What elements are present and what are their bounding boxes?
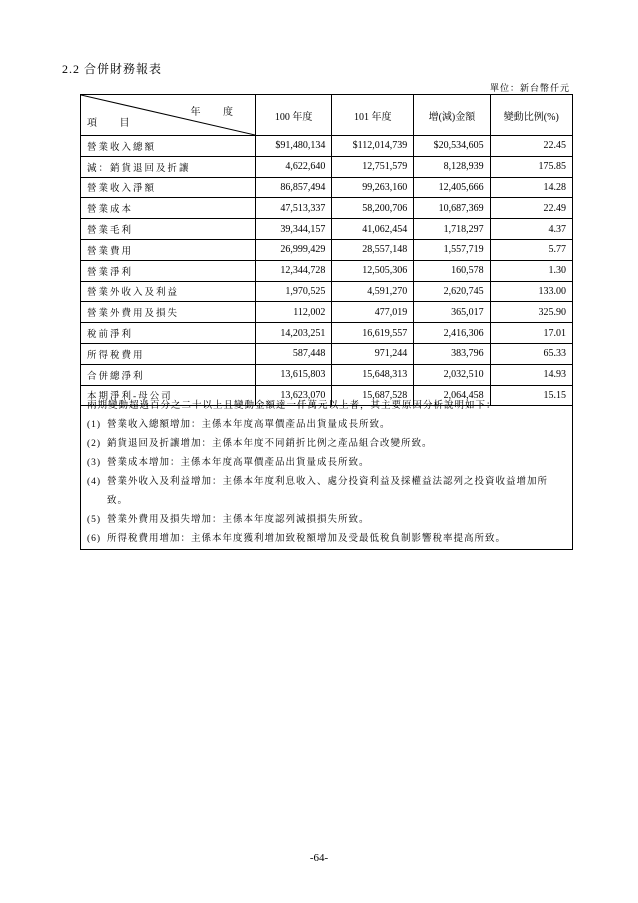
cell-ratio: 15.15 xyxy=(490,385,572,406)
header-change-amount: 增(減)金額 xyxy=(414,95,490,136)
row-label: 營業費用 xyxy=(81,239,256,260)
note-text: 營業外費用及損失增加：主係本年度認列減損損失所致。 xyxy=(107,515,370,525)
cell-change: 2,620,745 xyxy=(414,281,490,302)
cell-ratio: 175.85 xyxy=(490,156,572,177)
row-label: 營業外收入及利益 xyxy=(81,281,256,302)
table-row xyxy=(81,239,573,260)
row-label: 營業外費用及損失 xyxy=(81,302,256,323)
note-text: 營業成本增加：主係本年度高單價產品出貨量成長所致。 xyxy=(107,458,370,468)
cell-100: 112,002 xyxy=(256,302,332,323)
table-row xyxy=(81,198,573,219)
row-label: 合併總淨利 xyxy=(81,364,256,385)
cell-ratio: 1.30 xyxy=(490,260,572,281)
cell-change: 10,687,369 xyxy=(414,198,490,219)
notes-intro: 兩期變動超過百分之二十以上且變動金額達一仟萬元以上者，其主要原因分析說明如下： xyxy=(87,401,497,411)
cell-change: $20,534,605 xyxy=(414,136,490,157)
note-text: 銷貨退回及折讓增加：主係本年度不同銷折比例之產品組合改變所致。 xyxy=(107,439,433,449)
header-100: 100 年度 xyxy=(256,95,332,136)
cell-ratio: 22.45 xyxy=(490,136,572,157)
table-row xyxy=(81,364,573,385)
note-text: 營業收入總額增加：主係本年度高單價產品出貨量成長所致。 xyxy=(107,420,391,430)
note-text: 所得稅費用增加：主係本年度獲利增加致稅額增加及受最低稅負制影響稅率提高所致。 xyxy=(107,534,507,544)
cell-ratio: 17.01 xyxy=(490,323,572,344)
note-item xyxy=(87,454,566,473)
cell-100: 12,344,728 xyxy=(256,260,332,281)
note-number: (2) xyxy=(87,439,102,449)
cell-100: 13,615,803 xyxy=(256,364,332,385)
analysis-notes xyxy=(80,395,573,550)
cell-100: 14,203,251 xyxy=(256,323,332,344)
cell-ratio: 4.37 xyxy=(490,219,572,240)
note-number: (6) xyxy=(87,534,102,544)
cell-change: 2,416,306 xyxy=(414,323,490,344)
row-label: 減：銷貨退回及折讓 xyxy=(81,156,256,177)
note-number: (5) xyxy=(87,515,102,525)
row-label: 本期淨利-母公司 xyxy=(81,385,256,406)
row-label: 營業淨利 xyxy=(81,260,256,281)
cell-ratio: 14.28 xyxy=(490,177,572,198)
cell-100: 13,623,070 xyxy=(256,385,332,406)
cell-101: 16,619,557 xyxy=(332,323,414,344)
note-item xyxy=(87,416,566,435)
note-item xyxy=(87,511,566,530)
note-number: (3) xyxy=(87,458,102,468)
header-row xyxy=(81,95,573,136)
table-row xyxy=(81,219,573,240)
table-row xyxy=(81,177,573,198)
note-number: (1) xyxy=(87,420,102,430)
page-number: -64- xyxy=(309,852,329,864)
table-row xyxy=(81,343,573,364)
cell-101: 58,200,706 xyxy=(332,198,414,219)
row-label: 營業成本 xyxy=(81,198,256,219)
cell-100: 4,622,640 xyxy=(256,156,332,177)
table-row xyxy=(81,302,573,323)
cell-101: $112,014,739 xyxy=(332,136,414,157)
corner-header-cell xyxy=(81,95,256,136)
cell-101: 12,751,579 xyxy=(332,156,414,177)
table-row xyxy=(81,281,573,302)
cell-101: 28,557,148 xyxy=(332,239,414,260)
cell-100: $91,480,134 xyxy=(256,136,332,157)
cell-100: 26,999,429 xyxy=(256,239,332,260)
cell-ratio: 65.33 xyxy=(490,343,572,364)
note-item xyxy=(87,473,566,511)
cell-100: 47,513,337 xyxy=(256,198,332,219)
cell-ratio: 133.00 xyxy=(490,281,572,302)
cell-ratio: 22.49 xyxy=(490,198,572,219)
cell-101: 971,244 xyxy=(332,343,414,364)
cell-100: 86,857,494 xyxy=(256,177,332,198)
row-label: 營業收入淨額 xyxy=(81,177,256,198)
cell-101: 477,019 xyxy=(332,302,414,323)
note-number: (4) xyxy=(87,477,102,487)
header-change-ratio: 變動比例(%) xyxy=(490,95,572,136)
cell-change: 2,064,458 xyxy=(414,385,490,406)
cell-ratio: 14.93 xyxy=(490,364,572,385)
note-item xyxy=(87,435,566,454)
unit-label: 單位：新台幣仟元 xyxy=(489,83,570,93)
financial-table xyxy=(80,94,573,406)
cell-101: 15,687,528 xyxy=(332,385,414,406)
section-title: 2.2 合併財務報表 xyxy=(62,62,163,76)
row-label: 營業毛利 xyxy=(81,219,256,240)
cell-101: 4,591,270 xyxy=(332,281,414,302)
note-text: 營業外收入及利益增加：主係本年度利息收入、處分投資利益及採權益法認列之投資收益增加所致。 xyxy=(107,477,549,506)
cell-change: 8,128,939 xyxy=(414,156,490,177)
table-row xyxy=(81,260,573,281)
table-row xyxy=(81,136,573,157)
corner-item-label: 項 目 xyxy=(87,118,140,129)
note-item xyxy=(87,530,566,549)
row-label: 稅前淨利 xyxy=(81,323,256,344)
cell-change: 12,405,666 xyxy=(414,177,490,198)
table-row xyxy=(81,156,573,177)
cell-change: 160,578 xyxy=(414,260,490,281)
cell-ratio: 325.90 xyxy=(490,302,572,323)
corner-year-label: 年 度 xyxy=(190,107,243,118)
header-101: 101 年度 xyxy=(332,95,414,136)
cell-100: 1,970,525 xyxy=(256,281,332,302)
cell-101: 41,062,454 xyxy=(332,219,414,240)
cell-100: 39,344,157 xyxy=(256,219,332,240)
cell-ratio: 5.77 xyxy=(490,239,572,260)
row-label: 營業收入總額 xyxy=(81,136,256,157)
cell-change: 1,718,297 xyxy=(414,219,490,240)
cell-change: 383,796 xyxy=(414,343,490,364)
cell-change: 1,557,719 xyxy=(414,239,490,260)
table-row xyxy=(81,323,573,344)
cell-101: 15,648,313 xyxy=(332,364,414,385)
cell-101: 12,505,306 xyxy=(332,260,414,281)
cell-change: 365,017 xyxy=(414,302,490,323)
cell-101: 99,263,160 xyxy=(332,177,414,198)
cell-change: 2,032,510 xyxy=(414,364,490,385)
row-label: 所得稅費用 xyxy=(81,343,256,364)
cell-100: 587,448 xyxy=(256,343,332,364)
